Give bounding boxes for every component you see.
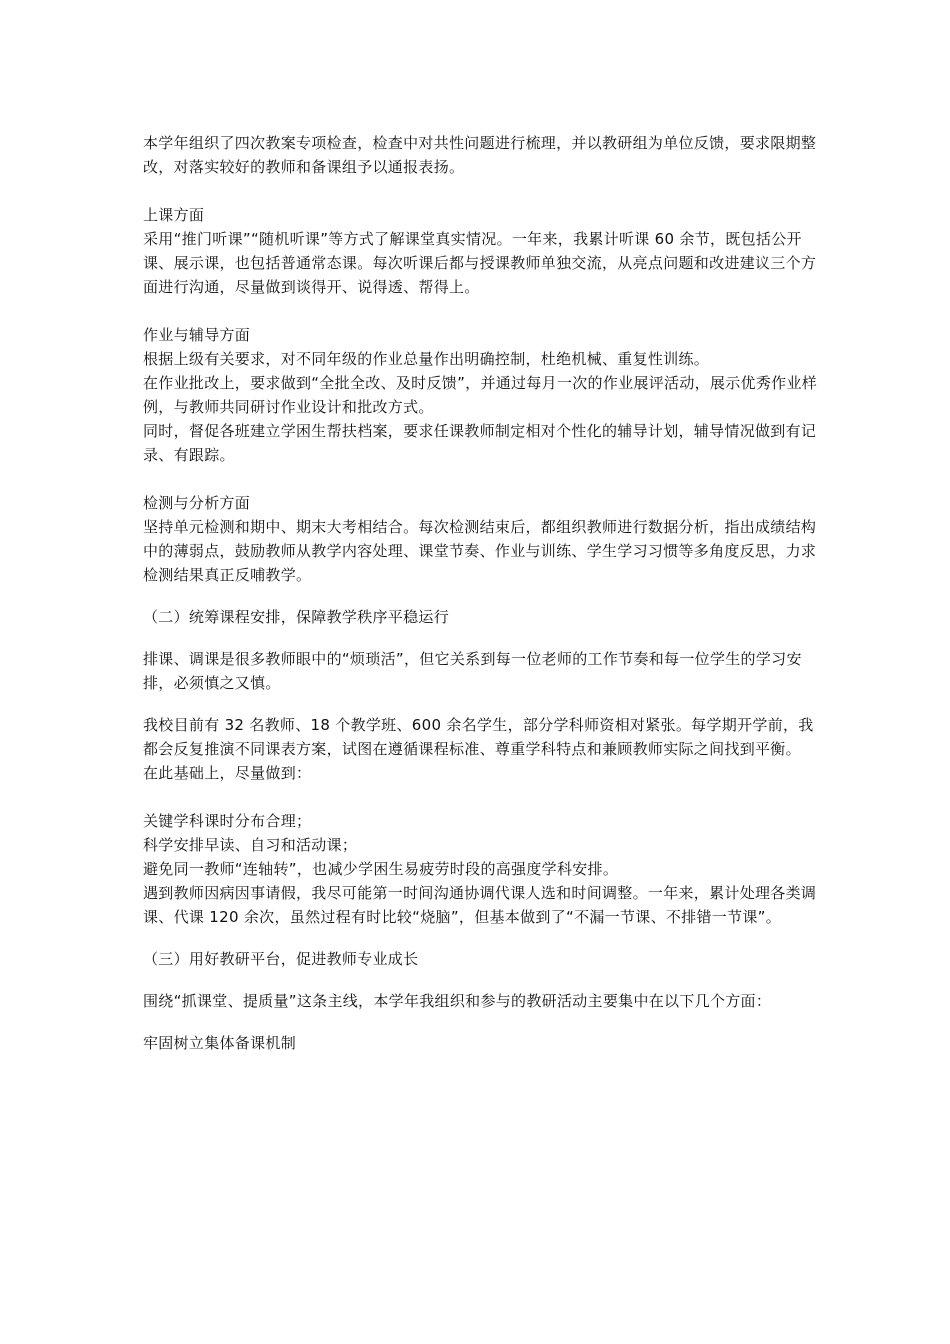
paragraph-lesson-plan-check: 本学年组织了四次教案专项检查，检查中对共性问题进行梳理，并以教研组为单位反馈，要求限期整改，对落实较好的教师和备课组予以通报表扬。 [143, 134, 817, 176]
heading-testing: 检测与分析方面 [143, 494, 251, 512]
section-heading-3: （三）用好教研平台，促进教师专业成长 [143, 950, 419, 968]
paragraph-schedule-3: 在此基础上，尽量做到： [143, 764, 312, 782]
paragraph-schedule-4: 遇到教师因病因事请假，我尽可能第一时间沟通协调代课人选和时间调整。一年来，累计处理各类调课、代课 120 余次，虽然过程有时比较“烧脑”，但基本做到了“不漏一节课、不排错一节课”。 [143, 884, 817, 926]
paragraph-homework-1: 根据上级有关要求，对不同年级的作业总量作出明确控制，杜绝机械、重复性训练。 [143, 350, 710, 368]
list-item: 避免同一教师“连轴转”，也减少学困生易疲劳时段的高强度学科安排。 [143, 860, 619, 878]
document-body [143, 131, 823, 1055]
paragraph-research: 围绕“抓课堂、提质量”这条主线，本学年我组织和参与的教研活动主要集中在以下几个方面： [143, 992, 772, 1010]
heading-collective-prep: 牢固树立集体备课机制 [143, 1034, 297, 1052]
heading-homework: 作业与辅导方面 [143, 326, 251, 344]
list-item: 科学安排早读、自习和活动课； [143, 836, 358, 854]
paragraph-testing: 坚持单元检测和期中、期末大考相结合。每次检测结束后，都组织教师进行数据分析，指出成绩结构中的薄弱点，鼓励教师从教学内容处理、课堂节奏、作业与训练、学生学习习惯等多角度反思，力求检测结果真正反哺教学。 [143, 518, 817, 584]
paragraph-homework-3: 同时，督促各班建立学困生帮扶档案，要求任课教师制定相对个性化的辅导计划，辅导情况做到有记录、有跟踪。 [143, 422, 817, 464]
paragraph-schedule-2: 我校目前有 32 名教师、18 个教学班、600 余名学生，部分学科师资相对紧张。每学期开学前，我都会反复推演不同课表方案，试图在遵循课程标准、尊重学科特点和兼顾教师实际之间找到平衡。 [143, 716, 814, 758]
section-heading-2: （二）统筹课程安排，保障教学秩序平稳运行 [143, 608, 450, 626]
paragraph-schedule-1: 排课、调课是很多教师眼中的“烦琐活”，但它关系到每一位老师的工作节奏和每一位学生的学习安排，必须慎之又慎。 [143, 650, 802, 692]
paragraph-homework-2: 在作业批改上，要求做到“全批全改、及时反馈”，并通过每月一次的作业展评活动，展示优秀作业样例，与教师共同研讨作业设计和批改方式。 [143, 374, 818, 416]
list-item: 关键学科课时分布合理； [143, 812, 312, 830]
heading-class-teaching: 上课方面 [143, 206, 205, 224]
paragraph-class-teaching: 采用“推门听课”“随机听课”等方式了解课堂真实情况。一年来，我累计听课 60 余节，既包括公开课、展示课，也包括普通常态课。每次听课后都与授课教师单独交流，从亮点问题和改进建议三个方面进行沟通，尽量做到谈得开、说得透、帮得上。 [143, 230, 817, 296]
